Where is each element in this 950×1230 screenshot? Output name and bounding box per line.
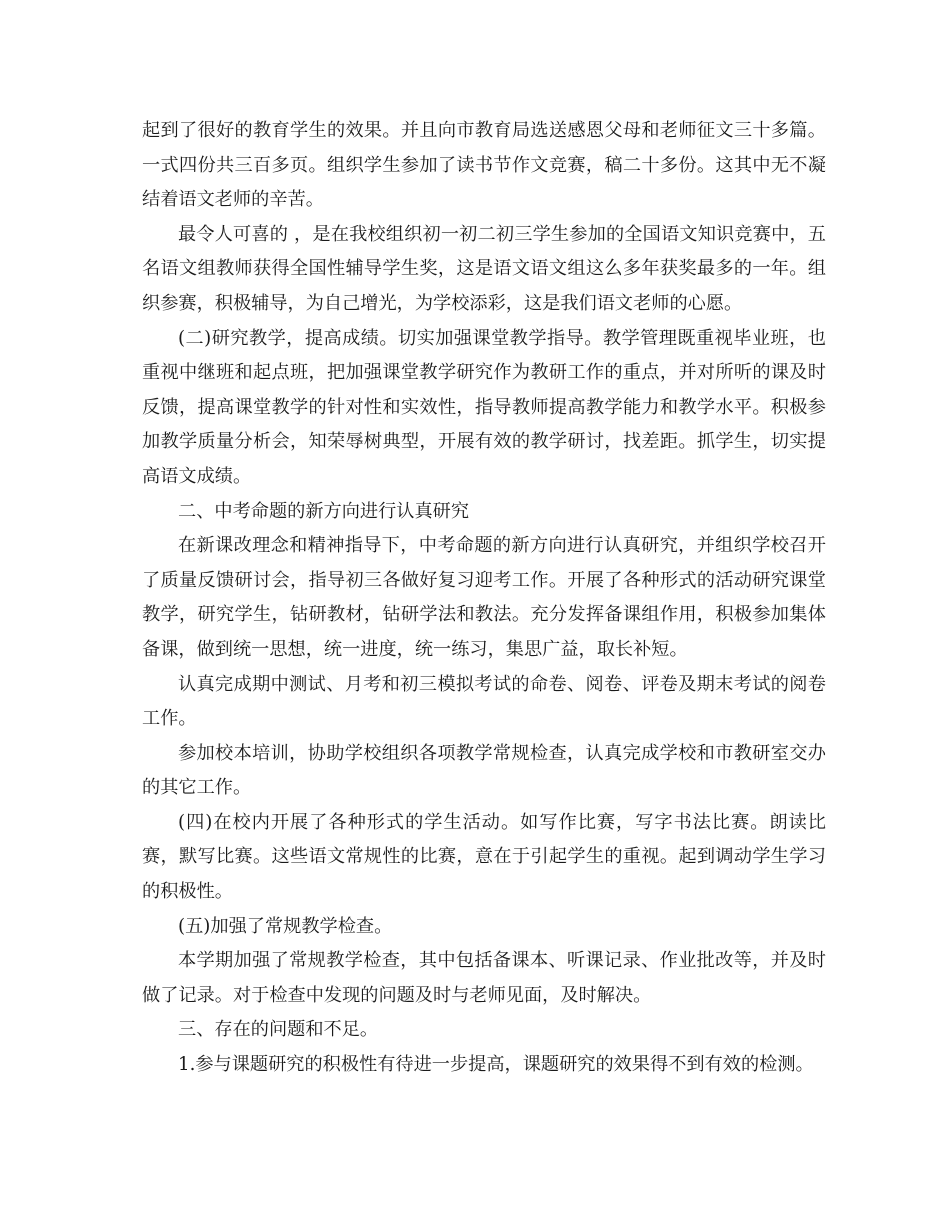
paragraph: 起到了很好的教育学生的效果。并且向市教育局选送感恩父母和老师征文三十多篇。一式四份共三百多页。组织学生参加了读书节作文竞赛，稿二十多份。这其中无不凝结着语文老师的辛苦。 — [142, 120, 826, 211]
paragraph: 最令人可喜的 ，是在我校组织初一初二初三学生参加的全国语文知识竞赛中，五名语文组教师获得全国性辅导学生奖，这是语文语文组这么多年获奖最多的一年。组织参赛，积极辅导，为自己增光，为学校添彩，这是我们语文老师的心愿。 — [142, 223, 826, 314]
paragraph: 本学期加强了常规教学检查，其中包括备课本、听课记录、作业批改等，并及时做了记录。对于检查中发现的问题及时与老师见面，及时解决。 — [142, 950, 826, 1006]
paragraph: (二)研究教学，提高成绩。切实加强课堂教学指导。教学管理既重视毕业班，也重视中继班和起点班，把加强课堂教学研究作为教研工作的重点，并对所听的课及时反馈，提高课堂教学的针对性和实效性，指导教师提高教学能力和教学水平。积极参加教学质量分析会，知荣辱树典型，开展有效的教学研讨，找差距。抓学生，切实提高语文成绩。 — [142, 327, 826, 487]
section-heading: 二、中考命题的新方向进行认真研究 — [178, 500, 470, 522]
subsection-heading: (五)加强了常规教学检查。 — [178, 915, 393, 937]
paragraph: 认真完成期中测试、月考和初三模拟考试的命卷、阅卷、评卷及期末考试的阅卷工作。 — [142, 673, 826, 730]
paragraph: (四)在校内开展了各种形式的学生活动。如写作比赛，写字书法比赛。朗读比赛，默写比赛。这些语文常规性的比赛，意在于引起学生的重视。起到调动学生学习的积极性。 — [142, 811, 826, 903]
list-item: 1.参与课题研究的积极性有待进一步提高，课题研究的效果得不到有效的检测。 — [178, 1054, 814, 1076]
document-body — [142, 114, 826, 1083]
paragraph: 参加校本培训，协助学校组织各项教学常规检查，认真完成学校和市教研室交办的其它工作。 — [142, 742, 826, 799]
paragraph: 在新课改理念和精神指导下，中考命题的新方向进行认真研究，并组织学校召开了质量反馈研讨会，指导初三各做好复习迎考工作。开展了各种形式的活动研究课堂教学，研究学生，钻研教材，钻研学法和教法。充分发挥备课组作用，积极参加集体备课，做到统一思想，统一进度，统一练习，集思广益，取长补短。 — [142, 535, 826, 660]
section-heading: 三、存在的问题和不足。 — [178, 1019, 379, 1041]
